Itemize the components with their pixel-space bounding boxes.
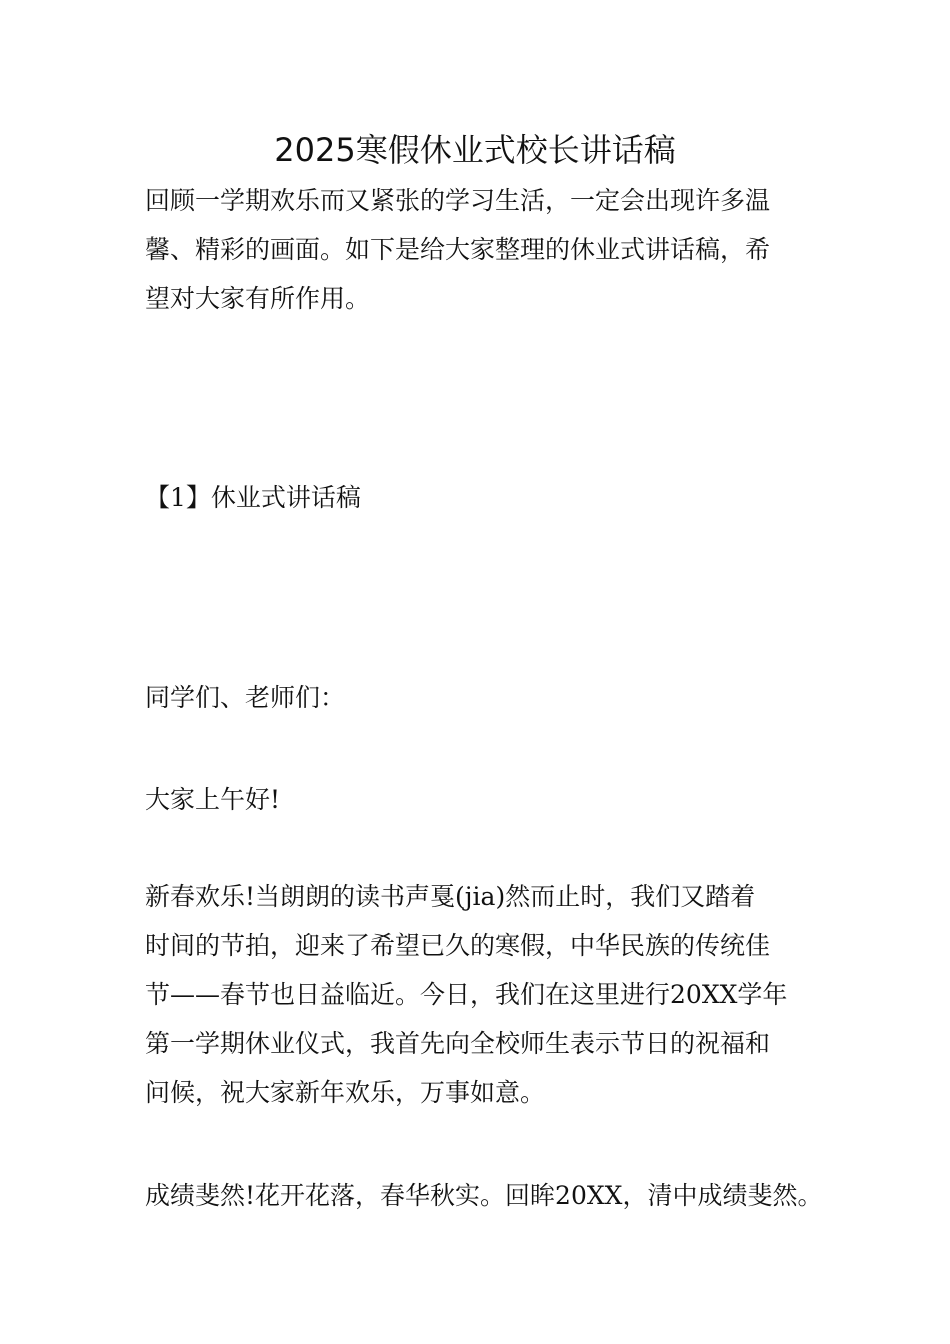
body-line: 问候，祝大家新年欢乐，万事如意。 xyxy=(145,1078,546,1107)
document-title: 2025寒假休业式校长讲话稿 xyxy=(274,131,676,169)
section-heading: 【1】休业式讲话稿 xyxy=(145,483,361,512)
greeting: 大家上午好! xyxy=(145,785,281,814)
intro-line: 回顾一学期欢乐而又紧张的学习生活，一定会出现许多温 xyxy=(145,186,771,215)
intro-line: 望对大家有所作用。 xyxy=(145,284,371,313)
body-paragraph xyxy=(145,872,825,1117)
body-line: 新春欢乐!当朗朗的读书声戛(jia)然而止时，我们又踏着 xyxy=(145,882,756,911)
closing-line: 成绩斐然!花开花落，春华秋实。回眸20XX，清中成绩斐然。 xyxy=(145,1181,823,1210)
body-line: 节——春节也日益临近。今日，我们在这里进行20XX学年 xyxy=(145,980,788,1009)
intro-paragraph xyxy=(145,176,825,323)
intro-line: 馨、精彩的画面。如下是给大家整理的休业式讲话稿，希 xyxy=(145,235,771,264)
body-line: 第一学期休业仪式，我首先向全校师生表示节日的祝福和 xyxy=(145,1029,771,1058)
body-line: 时间的节拍，迎来了希望已久的寒假，中华民族的传统佳 xyxy=(145,931,771,960)
salutation: 同学们、老师们： xyxy=(145,683,346,712)
